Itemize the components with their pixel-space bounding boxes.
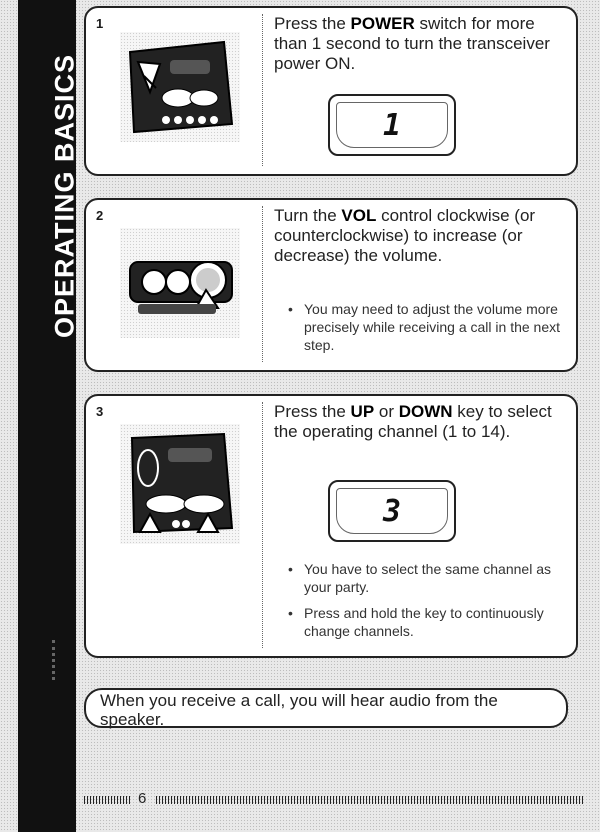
footer-bar [84,796,130,804]
power-switch-label: POWER [350,14,415,33]
step-3-note-1: • You have to select the same channel as your party. [286,560,564,596]
radio-power-illustration-icon [120,32,240,142]
step-1-panel [84,6,578,176]
step-number: 2 [96,208,104,223]
step-number: 1 [96,16,104,31]
column-divider [262,14,263,166]
vol-control-label: VOL [341,206,377,225]
step-1-instruction: Press the POWER switch for more than 1 second to turn the transceiver power ON. [274,14,550,73]
step-2-note: • You may need to adjust the volume more precisely while receiving a call in the next step. [286,300,564,354]
display-digit: 3 [382,494,402,529]
step-3-note-2: • Press and hold the key to continuously change channels. [286,604,564,640]
column-divider [262,206,263,362]
step-2-panel [84,198,578,372]
channel-display [328,94,456,156]
channel-display [328,480,456,542]
column-divider [262,402,263,648]
section-tab [18,0,80,832]
page-footer [84,790,584,810]
page-number: 6 [138,790,147,807]
step-2-instruction: Turn the VOL control clockwise (or counterclockwise) to increase (or decrease) the volume. [274,206,536,265]
step-number: 3 [96,404,104,419]
radio-vol-illustration-icon [120,228,240,338]
section-title: OPERATING BASICS [49,53,80,339]
footer-bar [156,796,584,804]
up-key-label: UP [350,402,375,421]
tab-marker [52,640,81,680]
step-3-instruction: Press the UP or DOWN key to select the operating channel (1 to 14). [274,402,552,441]
down-key-label: DOWN [398,402,453,421]
receive-call-callout: When you receive a call, you will hear audio from the speaker. [84,688,568,728]
display-digit: 1 [382,108,402,143]
radio-updown-illustration-icon [120,424,240,544]
step-3-panel [84,394,578,658]
